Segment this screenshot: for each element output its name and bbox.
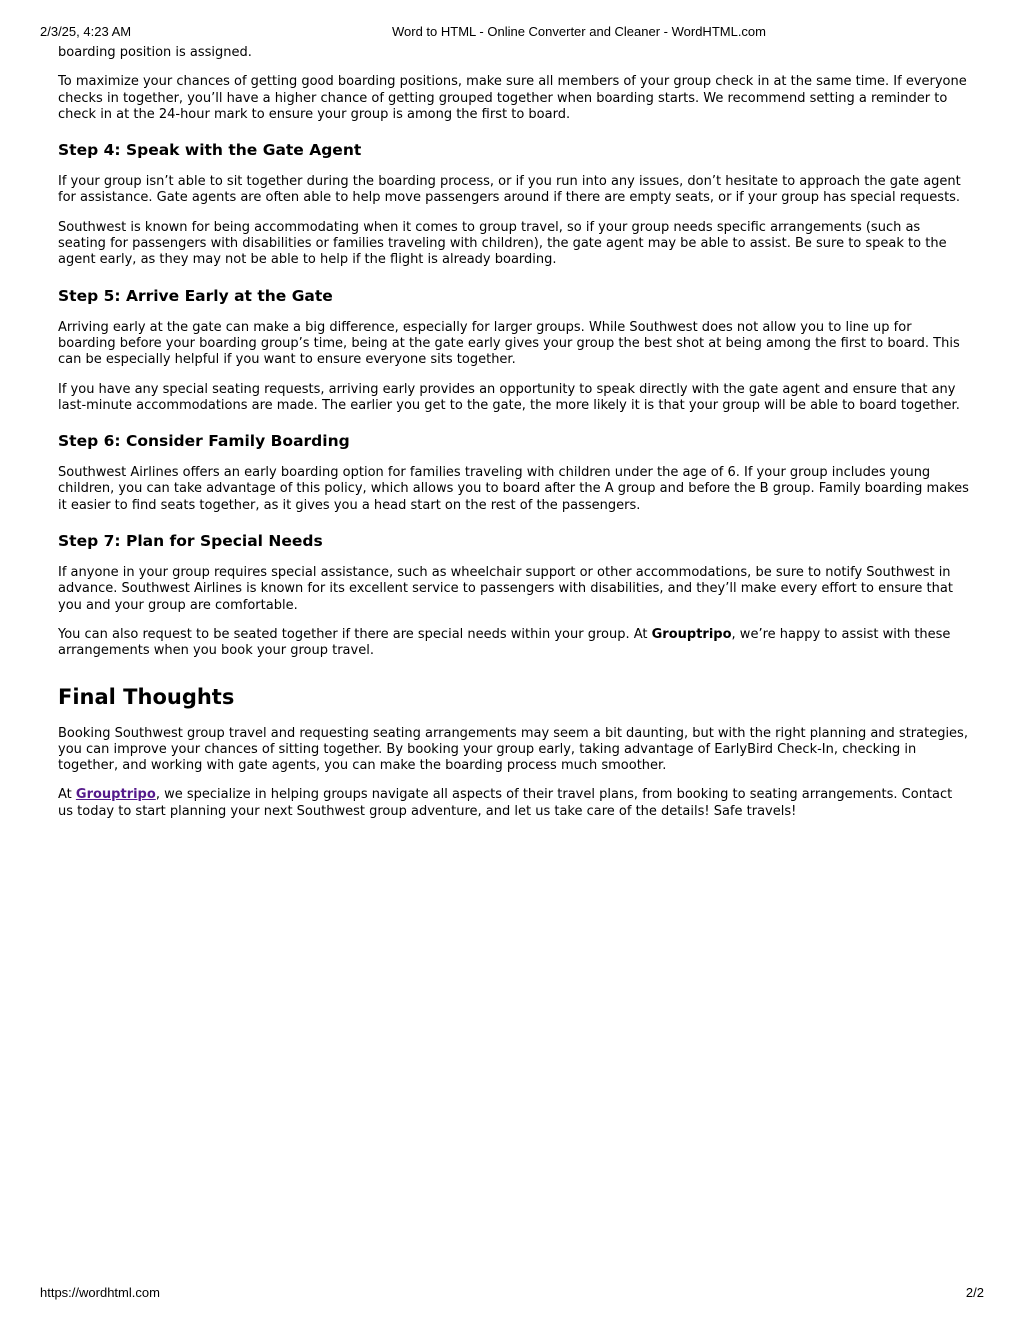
paragraph-group-checkin: To maximize your chances of getting good boarding positions, make sure all members of your group check in at the same time. If everyone checks in together, you’ll have a higher chance of getting grouped together when boarding starts. We recommend setting a reminder to check in at the 24-hour mark to ensure your group is among the first to board.	[58, 74, 967, 122]
print-datetime: 2/3/25, 4:23 AM	[40, 24, 132, 39]
paragraph-step-6-1: Southwest Airlines offers an early boarding option for families traveling with children under the age of 6. If your group includes young children, you can take advantage of this policy, which allows you to board after the A group and before the B group. Family boarding makes it easier to find seats together, as it gives you a head start on the rest of the passengers.	[58, 465, 969, 513]
text-segment: You can also request to be seated together if there are special needs within your group. At	[58, 626, 652, 642]
heading-step-6: Step 6: Consider Family Boarding	[58, 432, 350, 451]
paragraph-step-4-1: If your group isn’t able to sit together during the boarding process, or if you run into any issues, don’t hesitate to approach the gate agent for assistance. Gate agents are often able to help move passengers around if there are empty seats, or if your group has special requests.	[58, 174, 961, 206]
paragraph-step-5-2: If you have any special seating requests, arriving early provides an opportunity to speak directly with the gate agent and ensure that any last-minute accommodations are made. The earlier you get to the gate, the more likely it is that your group will be able to board together.	[58, 381, 960, 413]
print-page-title: Word to HTML - Online Converter and Cleaner - WordHTML.com	[392, 24, 766, 39]
text-segment: At	[58, 787, 76, 803]
heading-step-5: Step 5: Arrive Early at the Gate	[58, 286, 333, 305]
heading-final-thoughts: Final Thoughts	[58, 684, 235, 709]
heading-step-4: Step 4: Speak with the Gate Agent	[58, 141, 362, 160]
paragraph-step-5-1: Arriving early at the gate can make a big difference, especially for larger groups. While Southwest does not allow you to line up for boarding before your boarding group’s time, being at the gate early gives your group the best shot at being among the first to board. This can be especially helpful if you want to ensure everyone sits together.	[58, 319, 960, 368]
brand-name-bold: Grouptripo	[651, 626, 732, 642]
paragraph-step-7-1: If anyone in your group requires special assistance, such as wheelchair support or other accommodations, be sure to notify Southwest in advance. Southwest Airlines is known for its excellent service to passengers with disabilities, and they’ll make every effort to ensure that you and your group are comfortable.	[58, 565, 953, 613]
paragraph-step-4-2: Southwest is known for being accommodating when it comes to group travel, so if your group needs specific arrangements (such as seating for passengers with disabilities or families traveling with children), the gate agent may be able to assist. Be sure to speak to the agent early, as they may not be able to help if the flight is already boarding.	[58, 219, 947, 268]
paragraph-final-1: Booking Southwest group travel and requesting seating arrangements may seem a bit daunting, but with the right planning and strategies, you can improve your chances of sitting together. By booking your group early, taking advantage of EarlyBird Check-In, checking in together, and working with gate agents, you can make the boarding process much smoother.	[58, 725, 968, 774]
paragraph-step-7-2	[58, 627, 970, 660]
continued-paragraph: boarding position is assigned.	[58, 45, 252, 60]
grouptripo-link[interactable]: Grouptripo	[75, 787, 156, 803]
text-segment: , we’re happy to assist with these arrangements when you book your group travel.	[58, 626, 951, 659]
print-header	[0, 24, 1024, 42]
page-number: 2/2	[965, 1285, 984, 1300]
print-footer	[0, 1285, 1024, 1303]
text-segment: , we specialize in helping groups navigate all aspects of their travel plans, from booking to seating arrangements. Contact us today to start planning your next Southwest group adventure, and let us take care of the details! Safe travels!	[58, 787, 953, 819]
heading-step-7: Step 7: Plan for Special Needs	[58, 532, 323, 551]
article-body	[58, 45, 970, 833]
print-url: https://wordhtml.com	[40, 1285, 160, 1300]
paragraph-final-2	[58, 787, 970, 820]
